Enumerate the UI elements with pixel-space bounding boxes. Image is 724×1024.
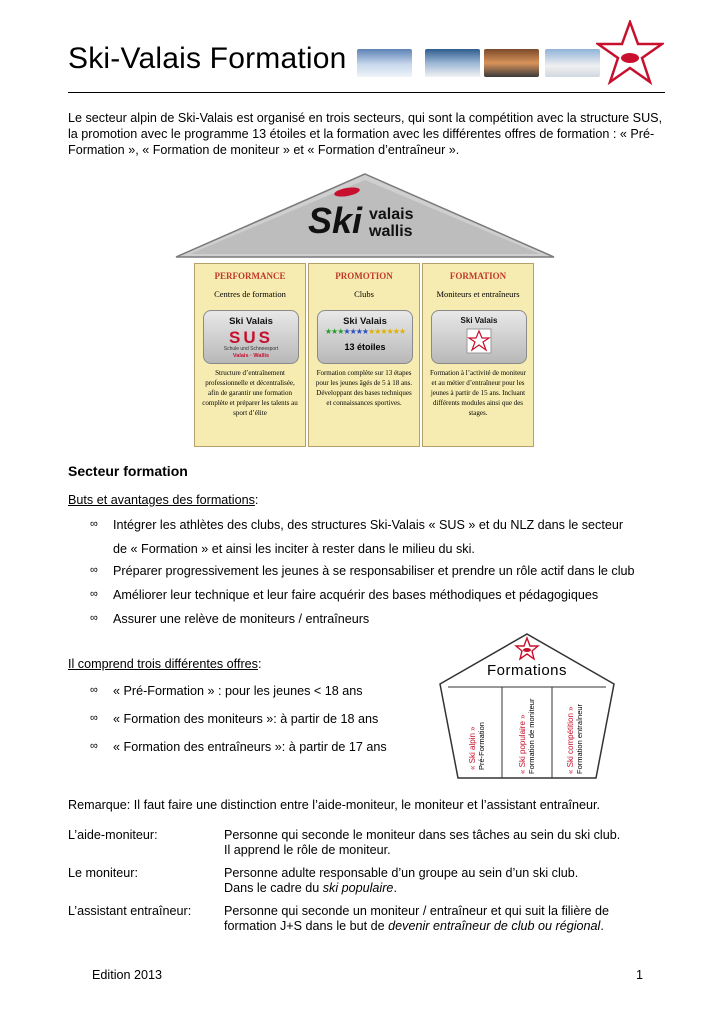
definition-line: Personne adulte responsable d’un groupe au sein d’un ski club. — [224, 866, 579, 880]
list-item-text: de « Formation » et ainsi les inciter à rester dans le milieu du ski. — [113, 542, 475, 556]
house-column-performance — [194, 263, 306, 447]
list-item-text: « Pré-Formation » : pour les jeunes < 18 ans — [113, 684, 363, 698]
infinity-bullet-icon: ∞ — [90, 740, 98, 752]
intro-paragraph: Le secteur alpin de Ski-Valais est organisé en trois secteurs, qui sont la compétition avec la structure SUS, la promotion avec le programme 13 étoiles et la formation avec les différentes offres de formation : « Pré-Formation », « Formation de moniteur » et « Formation d’entraîneur ». — [68, 111, 663, 157]
pentagon-col-top: « Ski alpin » — [468, 726, 477, 770]
definition-text-part: . — [600, 919, 604, 933]
card-title: Ski Valais — [229, 316, 273, 327]
offres-label-line — [68, 657, 261, 671]
sus-card — [203, 310, 299, 364]
list-item-text: Intégrer les athlètes des clubs, des structures Ski-Valais « SUS » et du NLZ dans le secteur — [113, 518, 624, 532]
definition-text-part: . — [393, 881, 397, 895]
definition-line — [224, 881, 674, 896]
definition-line: Personne qui seconde un moniteur / entraîneur et qui suit la filière de — [224, 904, 610, 918]
infinity-bullet-icon: ∞ — [90, 712, 98, 724]
column-heading: PERFORMANCE — [214, 271, 286, 281]
column-text: Formation complète sur 13 étapes pour les jeunes âgés de 5 à 18 ans. Développant des bases techniques et connaissances sportives. — [315, 369, 413, 407]
house-logo-ski: Ski — [308, 200, 363, 241]
house-column-formation — [422, 263, 534, 447]
formations-pentagon-diagram — [438, 632, 616, 780]
footer-edition: Edition 2013 — [92, 968, 163, 982]
definition-emphasis: ski populaire — [322, 881, 394, 895]
remarque-paragraph: Remarque: Il faut faire une distinction entre l’aide-moniteur, le moniteur et l’assistant entraîneur. — [68, 798, 601, 812]
header-photo-3 — [484, 49, 539, 77]
pentagon-title: Formations — [486, 662, 568, 679]
infinity-bullet-icon: ∞ — [90, 518, 98, 530]
formation-card — [431, 310, 527, 364]
list-item-text: Préparer progressivement les jeunes à se responsabiliser et prendre un rôle actif dans le club — [113, 564, 635, 578]
list-item-text: « Formation des moniteurs »: à partir de 18 ans — [113, 712, 379, 726]
infinity-bullet-icon: ∞ — [90, 564, 98, 576]
column-subheading: Centres de formation — [214, 289, 286, 299]
column-subheading: Moniteurs et entraîneurs — [436, 289, 520, 299]
column-text: Formation à l’activité de moniteur et au métier d’entraîneur pour les jeunes à partir de 15 ans. Incluant différents modules ainsi que des stages. — [429, 369, 527, 417]
definition-emphasis: devenir entraîneur de club ou régional — [388, 919, 601, 933]
column-heading: PROMOTION — [335, 271, 393, 281]
buts-label-line — [68, 493, 258, 507]
list-item-text: Assurer une relève de moniteurs / entraîneurs — [113, 612, 370, 626]
definition-line: Personne qui seconde le moniteur dans ses tâches au sein du ski club. — [224, 828, 621, 842]
star-logo-icon — [466, 328, 492, 354]
sus-valais-text: Valais · Wallis — [232, 353, 270, 359]
pentagon-col-top: « Ski populaire » — [518, 714, 527, 774]
header-photo-1 — [357, 49, 412, 77]
definition-text — [224, 904, 674, 934]
page-title: Ski-Valais Formation — [68, 42, 347, 75]
column-subheading: Clubs — [354, 289, 374, 299]
definition-text-part: formation J+S dans le but de — [224, 919, 389, 933]
pentagon-col-3 — [566, 690, 584, 774]
pentagon-col-bottom: Formation entraîneur — [575, 703, 584, 774]
house-column-promotion — [308, 263, 420, 447]
sus-small-text: Schule und Schneesport — [223, 346, 279, 352]
infinity-bullet-icon: ∞ — [90, 588, 98, 600]
definition-term: Le moniteur: — [68, 866, 139, 880]
card-title: Ski Valais — [343, 316, 387, 327]
house-logo-wallis: wallis — [369, 223, 413, 240]
offres-colon: : — [257, 657, 262, 671]
section-title: Secteur formation — [68, 463, 188, 479]
stars-row-icon: ★★★★★★★★★★★★★ — [324, 327, 406, 336]
list-item-text: Améliorer leur technique et leur faire acquérir des bases méthodiques et pédagogiques — [113, 588, 599, 602]
page-number: 1 — [636, 968, 644, 982]
column-heading: FORMATION — [449, 271, 507, 281]
pentagon-col-bottom: Pré-Formation — [477, 722, 486, 770]
definition-text-part: Dans le cadre du — [224, 881, 323, 895]
card-subtitle: 13 étoiles — [344, 342, 386, 352]
definition-term: L’assistant entraîneur: — [68, 904, 192, 918]
list-item-text: « Formation des entraîneurs »: à partir de 17 ans — [113, 740, 387, 754]
infinity-bullet-icon: ∞ — [90, 612, 98, 624]
sus-logo-text: SUS — [229, 328, 273, 347]
house-diagram — [174, 172, 556, 448]
buts-label: Buts et avantages des formations — [68, 493, 255, 507]
definition-line: Il apprend le rôle de moniteur. — [224, 843, 391, 857]
column-text: Structure d’entraînement professionnelle et décentralisée, afin de garantir une formation complète et préparer les talents au sport d’élite — [202, 369, 298, 417]
definition-term: L’aide-moniteur: — [68, 828, 158, 842]
pentagon-col-2 — [518, 690, 536, 774]
card-title: Ski Valais — [460, 316, 498, 325]
ski-valais-star-logo-icon — [596, 20, 664, 86]
house-logo-valais: valais — [369, 206, 414, 223]
definition-line — [224, 919, 674, 934]
header-photo-2 — [425, 49, 480, 77]
header-photo-4 — [545, 49, 600, 77]
pentagon-col-bottom: Formation de moniteur — [527, 698, 536, 774]
offres-label: Il comprend trois différentes offres — [68, 657, 258, 671]
infinity-bullet-icon: ∞ — [90, 684, 98, 696]
list-item-continuation — [113, 542, 673, 556]
pentagon-col-top: « Ski compétition » — [566, 706, 575, 774]
header-rule — [68, 92, 665, 93]
definition-text — [224, 828, 674, 858]
pentagon-col-1 — [468, 690, 486, 770]
buts-colon: : — [254, 493, 259, 507]
definition-text — [224, 866, 674, 896]
house-roof — [174, 172, 556, 262]
treize-etoiles-card — [317, 310, 413, 364]
